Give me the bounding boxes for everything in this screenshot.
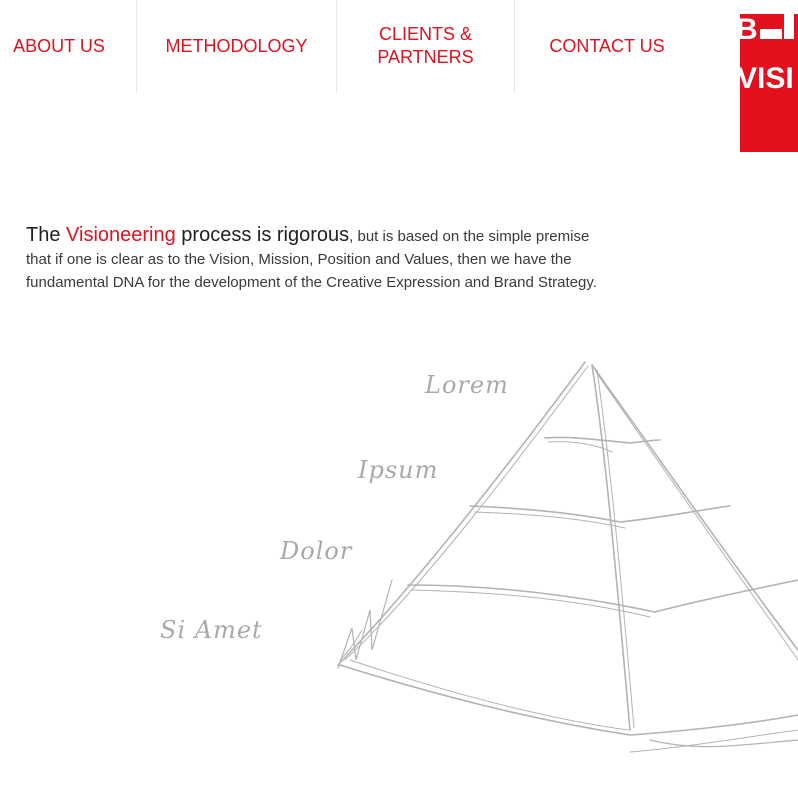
pyramid-sketch [0,340,798,798]
nav-clients-partners-label [377,23,473,69]
nav-methodology[interactable] [137,0,336,92]
pyramid-base [340,665,798,735]
nav-clients-partners[interactable] [337,0,514,92]
intro-lead-1: The [26,224,67,246]
logo-line1: B [736,13,758,46]
intro-lead-2: process is rigorous [175,224,350,246]
nav-contact-us[interactable] [515,0,699,92]
brand-logo-mark [736,13,798,152]
pyramid-center-edge [592,365,630,730]
logo-bar [760,29,782,39]
pyramid-layer-2 [475,512,625,528]
intro-paragraph [26,224,606,294]
nav-methodology-label: METHODOLOGY [165,35,308,56]
intro-body: , but is based on the simple premise that if one is clear as to the Vision, Mission, Position and Values, then we have the fundamental DNA for the development of the Creative Expression and Brand Strategy. [26,228,597,291]
nav-about-us-label: ABOUT US [13,35,105,56]
pyramid-right-edge [596,372,798,660]
logo-line2: VISI [737,62,794,95]
nav-clients-line2: PARTNERS [377,47,474,67]
nav-about-us[interactable] [0,0,118,92]
pyramid-label-lorem: Lorem [425,371,509,399]
nav-contact-us-label: CONTACT US [549,35,665,56]
pyramid-left-scribble [338,580,392,668]
pyramid-left-edge [338,362,585,665]
pyramid-lines [338,362,798,752]
pyramid-left-scribble [340,630,362,660]
pyramid-label-ipsum: Ipsum [358,456,439,484]
pyramid-label-dolor: Dolor [280,537,353,565]
intro-lead-accent: Visioneering [66,224,176,246]
brand-logo[interactable] [736,13,798,152]
top-navigation [0,0,740,92]
nav-clients-line1: CLIENTS & [378,24,472,44]
pyramid-base [350,660,628,730]
pyramid-label-si-amet: Si Amet [160,616,263,644]
pyramid-center-edge [597,370,634,728]
logo-bar [784,14,794,39]
